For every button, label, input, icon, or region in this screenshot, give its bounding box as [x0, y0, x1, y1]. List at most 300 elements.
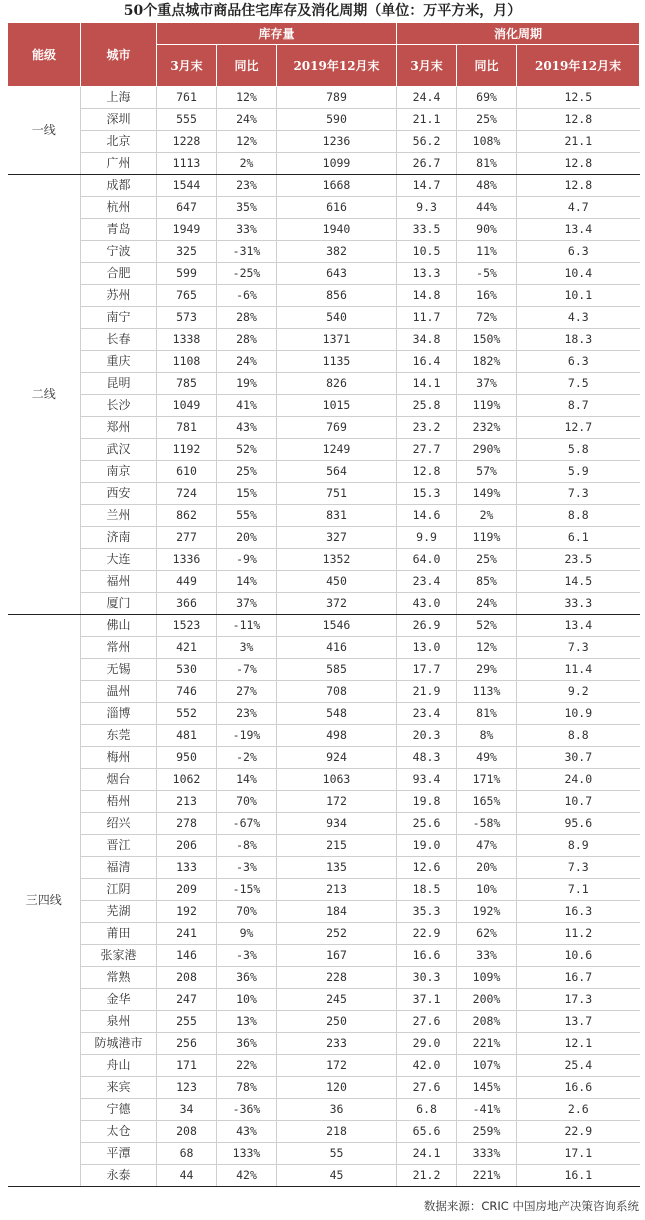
inventory-dec2019-cell: 616 [277, 197, 397, 219]
inventory-yoy-cell: 36% [217, 967, 277, 989]
table-row [8, 197, 640, 219]
inventory-yoy-cell: 25% [217, 461, 277, 483]
digest-dec2019-cell: 33.3 [517, 593, 640, 615]
digest-march-cell: 30.3 [397, 967, 457, 989]
inventory-dec2019-cell: 1099 [277, 153, 397, 175]
inventory-yoy-cell: 41% [217, 395, 277, 417]
inventory-dec2019-cell: 856 [277, 285, 397, 307]
inventory-yoy-cell: 19% [217, 373, 277, 395]
digest-dec2019-cell: 4.7 [517, 197, 640, 219]
digest-yoy-cell: 48% [457, 175, 517, 197]
inventory-march-cell: 421 [157, 637, 217, 659]
digest-yoy-cell: 259% [457, 1121, 517, 1143]
table-row [8, 791, 640, 813]
digest-yoy-cell: 33% [457, 945, 517, 967]
inventory-march-cell: 208 [157, 967, 217, 989]
city-cell: 合肥 [81, 263, 157, 285]
city-cell: 南宁 [81, 307, 157, 329]
inventory-dec2019-cell: 416 [277, 637, 397, 659]
city-cell: 兰州 [81, 505, 157, 527]
digest-yoy-cell: 208% [457, 1011, 517, 1033]
inventory-yoy-cell: 10% [217, 989, 277, 1011]
tier-cell: 一线 [8, 87, 81, 175]
inventory-march-cell: 171 [157, 1055, 217, 1077]
city-cell: 青岛 [81, 219, 157, 241]
inventory-yoy-cell: -6% [217, 285, 277, 307]
inventory-dec2019-cell: 55 [277, 1143, 397, 1165]
digest-yoy-cell: 49% [457, 747, 517, 769]
inventory-dec2019-cell: 1940 [277, 219, 397, 241]
digest-yoy-cell: 20% [457, 857, 517, 879]
digest-yoy-cell: 108% [457, 131, 517, 153]
digest-march-cell: 48.3 [397, 747, 457, 769]
digest-march-cell: 42.0 [397, 1055, 457, 1077]
digest-yoy-cell: -58% [457, 813, 517, 835]
city-cell: 来宾 [81, 1077, 157, 1099]
inventory-yoy-cell: 78% [217, 1077, 277, 1099]
digest-yoy-cell: 25% [457, 109, 517, 131]
digest-march-cell: 33.5 [397, 219, 457, 241]
inventory-march-cell: 647 [157, 197, 217, 219]
digest-dec2019-cell: 25.4 [517, 1055, 640, 1077]
table-row [8, 241, 640, 263]
table-row [8, 637, 640, 659]
inventory-yoy-cell: 12% [217, 131, 277, 153]
digest-dec2019-cell: 7.3 [517, 857, 640, 879]
digest-dec2019-cell: 10.1 [517, 285, 640, 307]
digest-dec2019-cell: 23.5 [517, 549, 640, 571]
city-cell: 宁德 [81, 1099, 157, 1121]
city-cell: 绍兴 [81, 813, 157, 835]
inventory-yoy-cell: -3% [217, 857, 277, 879]
inventory-dec2019-cell: 252 [277, 923, 397, 945]
table-row [8, 439, 640, 461]
inventory-yoy-cell: 9% [217, 923, 277, 945]
digest-dec2019-cell: 12.8 [517, 109, 640, 131]
inventory-dec2019-cell: 382 [277, 241, 397, 263]
digest-dec2019-cell: 7.3 [517, 483, 640, 505]
digest-dec2019-cell: 22.9 [517, 1121, 640, 1143]
inventory-march-cell: 1228 [157, 131, 217, 153]
inventory-dec2019-cell: 167 [277, 945, 397, 967]
inventory-march-cell: 241 [157, 923, 217, 945]
inventory-yoy-cell: 133% [217, 1143, 277, 1165]
digest-yoy-cell: 57% [457, 461, 517, 483]
digest-march-cell: 35.3 [397, 901, 457, 923]
digest-dec2019-cell: 13.4 [517, 615, 640, 637]
inventory-dec2019-cell: 1371 [277, 329, 397, 351]
digest-march-cell: 16.4 [397, 351, 457, 373]
inventory-yoy-cell: 70% [217, 791, 277, 813]
digest-yoy-cell: 119% [457, 527, 517, 549]
digest-march-cell: 25.6 [397, 813, 457, 835]
inventory-dec2019-cell: 172 [277, 1055, 397, 1077]
inventory-dec2019-cell: 245 [277, 989, 397, 1011]
digest-yoy-cell: 24% [457, 593, 517, 615]
digest-yoy-cell: 150% [457, 329, 517, 351]
digest-dec2019-cell: 10.6 [517, 945, 640, 967]
inventory-dec2019-cell: 548 [277, 703, 397, 725]
table-row [8, 901, 640, 923]
digest-march-cell: 23.4 [397, 703, 457, 725]
header-city: 城市 [81, 23, 157, 87]
table-row [8, 461, 640, 483]
inventory-march-cell: 44 [157, 1165, 217, 1187]
inventory-yoy-cell: -67% [217, 813, 277, 835]
inventory-dec2019-cell: 184 [277, 901, 397, 923]
inventory-dec2019-cell: 590 [277, 109, 397, 131]
digest-dec2019-cell: 17.3 [517, 989, 640, 1011]
inventory-table [7, 22, 640, 1187]
digest-yoy-cell: 69% [457, 87, 517, 109]
digest-dec2019-cell: 6.3 [517, 241, 640, 263]
digest-yoy-cell: 182% [457, 351, 517, 373]
table-row [8, 923, 640, 945]
inventory-dec2019-cell: 934 [277, 813, 397, 835]
digest-dec2019-cell: 11.2 [517, 923, 640, 945]
digest-yoy-cell: 25% [457, 549, 517, 571]
digest-dec2019-cell: 11.4 [517, 659, 640, 681]
table-row [8, 87, 640, 109]
inventory-march-cell: 68 [157, 1143, 217, 1165]
table-row [8, 1143, 640, 1165]
inventory-dec2019-cell: 45 [277, 1165, 397, 1187]
digest-dec2019-cell: 7.1 [517, 879, 640, 901]
digest-dec2019-cell: 12.8 [517, 153, 640, 175]
digest-march-cell: 25.8 [397, 395, 457, 417]
digest-march-cell: 10.5 [397, 241, 457, 263]
city-cell: 长沙 [81, 395, 157, 417]
digest-yoy-cell: 145% [457, 1077, 517, 1099]
table-row [8, 813, 640, 835]
digest-yoy-cell: 232% [457, 417, 517, 439]
inventory-march-cell: 213 [157, 791, 217, 813]
digest-dec2019-cell: 18.3 [517, 329, 640, 351]
header-inventory-dec2019: 2019年12月末 [277, 45, 397, 87]
inventory-dec2019-cell: 233 [277, 1033, 397, 1055]
digest-yoy-cell: 165% [457, 791, 517, 813]
table-row [8, 109, 640, 131]
digest-dec2019-cell: 12.8 [517, 175, 640, 197]
digest-yoy-cell: 11% [457, 241, 517, 263]
table-row [8, 769, 640, 791]
inventory-yoy-cell: 27% [217, 681, 277, 703]
city-cell: 北京 [81, 131, 157, 153]
digest-yoy-cell: 37% [457, 373, 517, 395]
inventory-yoy-cell: 24% [217, 351, 277, 373]
tier-cell: 三四线 [8, 615, 81, 1187]
digest-march-cell: 64.0 [397, 549, 457, 571]
inventory-march-cell: 206 [157, 835, 217, 857]
table-row [8, 1121, 640, 1143]
inventory-yoy-cell: -31% [217, 241, 277, 263]
city-cell: 杭州 [81, 197, 157, 219]
inventory-dec2019-cell: 924 [277, 747, 397, 769]
table-row [8, 747, 640, 769]
inventory-dec2019-cell: 1352 [277, 549, 397, 571]
digest-march-cell: 43.0 [397, 593, 457, 615]
table-row [8, 879, 640, 901]
table-row [8, 615, 640, 637]
page-title: 50个重点城市商品住宅库存及消化周期（单位：万平方米，月） [123, 3, 522, 19]
inventory-yoy-cell: 14% [217, 571, 277, 593]
table-row [8, 153, 640, 175]
city-cell: 张家港 [81, 945, 157, 967]
digest-dec2019-cell: 16.1 [517, 1165, 640, 1187]
digest-march-cell: 21.2 [397, 1165, 457, 1187]
inventory-dec2019-cell: 213 [277, 879, 397, 901]
table-row [8, 681, 640, 703]
inventory-march-cell: 449 [157, 571, 217, 593]
digest-yoy-cell: 149% [457, 483, 517, 505]
table-row [8, 263, 640, 285]
table-row [8, 175, 640, 197]
inventory-march-cell: 1049 [157, 395, 217, 417]
city-cell: 无锡 [81, 659, 157, 681]
inventory-dec2019-cell: 1546 [277, 615, 397, 637]
city-cell: 广州 [81, 153, 157, 175]
inventory-yoy-cell: -9% [217, 549, 277, 571]
digest-march-cell: 21.9 [397, 681, 457, 703]
digest-march-cell: 13.3 [397, 263, 457, 285]
digest-yoy-cell: 2% [457, 505, 517, 527]
digest-march-cell: 13.0 [397, 637, 457, 659]
inventory-dec2019-cell: 498 [277, 725, 397, 747]
inventory-march-cell: 746 [157, 681, 217, 703]
inventory-march-cell: 610 [157, 461, 217, 483]
header-inventory-yoy: 同比 [217, 45, 277, 87]
inventory-march-cell: 256 [157, 1033, 217, 1055]
digest-dec2019-cell: 21.1 [517, 131, 640, 153]
city-cell: 大连 [81, 549, 157, 571]
digest-dec2019-cell: 95.6 [517, 813, 640, 835]
city-cell: 佛山 [81, 615, 157, 637]
digest-dec2019-cell: 10.9 [517, 703, 640, 725]
digest-yoy-cell: 81% [457, 703, 517, 725]
inventory-yoy-cell: 13% [217, 1011, 277, 1033]
table-row [8, 373, 640, 395]
table-row [8, 857, 640, 879]
inventory-march-cell: 1338 [157, 329, 217, 351]
table-row [8, 329, 640, 351]
inventory-yoy-cell: 55% [217, 505, 277, 527]
table-body [8, 87, 640, 1187]
city-cell: 温州 [81, 681, 157, 703]
inventory-dec2019-cell: 172 [277, 791, 397, 813]
inventory-dec2019-cell: 1135 [277, 351, 397, 373]
digest-dec2019-cell: 8.8 [517, 505, 640, 527]
table-row [8, 659, 640, 681]
digest-yoy-cell: 52% [457, 615, 517, 637]
inventory-march-cell: 481 [157, 725, 217, 747]
city-cell: 福清 [81, 857, 157, 879]
inventory-march-cell: 1544 [157, 175, 217, 197]
table-row [8, 593, 640, 615]
inventory-dec2019-cell: 769 [277, 417, 397, 439]
inventory-dec2019-cell: 372 [277, 593, 397, 615]
digest-march-cell: 9.9 [397, 527, 457, 549]
table-row [8, 549, 640, 571]
table-row [8, 1011, 640, 1033]
table-row [8, 505, 640, 527]
header-digest-yoy: 同比 [457, 45, 517, 87]
table-row [8, 395, 640, 417]
digest-yoy-cell: 113% [457, 681, 517, 703]
digest-dec2019-cell: 12.5 [517, 87, 640, 109]
inventory-dec2019-cell: 1236 [277, 131, 397, 153]
inventory-march-cell: 208 [157, 1121, 217, 1143]
inventory-march-cell: 325 [157, 241, 217, 263]
digest-march-cell: 14.6 [397, 505, 457, 527]
digest-yoy-cell: 8% [457, 725, 517, 747]
inventory-march-cell: 1108 [157, 351, 217, 373]
table-row [8, 725, 640, 747]
inventory-dec2019-cell: 250 [277, 1011, 397, 1033]
table-row [8, 307, 640, 329]
city-cell: 深圳 [81, 109, 157, 131]
inventory-dec2019-cell: 215 [277, 835, 397, 857]
digest-yoy-cell: 44% [457, 197, 517, 219]
digest-dec2019-cell: 7.3 [517, 637, 640, 659]
inventory-march-cell: 366 [157, 593, 217, 615]
table-row [8, 1077, 640, 1099]
table-row [8, 571, 640, 593]
digest-dec2019-cell: 5.8 [517, 439, 640, 461]
city-cell: 梧州 [81, 791, 157, 813]
digest-march-cell: 23.4 [397, 571, 457, 593]
city-cell: 南京 [81, 461, 157, 483]
inventory-yoy-cell: 2% [217, 153, 277, 175]
city-cell: 武汉 [81, 439, 157, 461]
digest-march-cell: 14.8 [397, 285, 457, 307]
digest-dec2019-cell: 13.7 [517, 1011, 640, 1033]
inventory-dec2019-cell: 708 [277, 681, 397, 703]
digest-dec2019-cell: 8.7 [517, 395, 640, 417]
inventory-yoy-cell: 20% [217, 527, 277, 549]
digest-march-cell: 56.2 [397, 131, 457, 153]
table-row [8, 131, 640, 153]
inventory-march-cell: 278 [157, 813, 217, 835]
digest-dec2019-cell: 13.4 [517, 219, 640, 241]
inventory-yoy-cell: 35% [217, 197, 277, 219]
inventory-yoy-cell: 12% [217, 87, 277, 109]
table-header [8, 23, 640, 87]
digest-yoy-cell: 16% [457, 285, 517, 307]
inventory-march-cell: 1949 [157, 219, 217, 241]
inventory-yoy-cell: 23% [217, 703, 277, 725]
inventory-yoy-cell: 3% [217, 637, 277, 659]
inventory-march-cell: 192 [157, 901, 217, 923]
digest-march-cell: 23.2 [397, 417, 457, 439]
city-cell: 重庆 [81, 351, 157, 373]
inventory-dec2019-cell: 540 [277, 307, 397, 329]
header-digest-march: 3月末 [397, 45, 457, 87]
inventory-yoy-cell: 15% [217, 483, 277, 505]
digest-yoy-cell: 85% [457, 571, 517, 593]
city-cell: 金华 [81, 989, 157, 1011]
digest-dec2019-cell: 2.6 [517, 1099, 640, 1121]
header-tier: 能级 [8, 23, 81, 87]
inventory-march-cell: 209 [157, 879, 217, 901]
digest-yoy-cell: 81% [457, 153, 517, 175]
digest-march-cell: 93.4 [397, 769, 457, 791]
digest-yoy-cell: 119% [457, 395, 517, 417]
inventory-yoy-cell: 43% [217, 1121, 277, 1143]
digest-yoy-cell: -41% [457, 1099, 517, 1121]
digest-march-cell: 27.6 [397, 1011, 457, 1033]
digest-march-cell: 65.6 [397, 1121, 457, 1143]
inventory-dec2019-cell: 826 [277, 373, 397, 395]
inventory-yoy-cell: 22% [217, 1055, 277, 1077]
inventory-dec2019-cell: 1249 [277, 439, 397, 461]
digest-yoy-cell: -5% [457, 263, 517, 285]
city-cell: 烟台 [81, 769, 157, 791]
digest-dec2019-cell: 12.1 [517, 1033, 640, 1055]
city-cell: 厦门 [81, 593, 157, 615]
inventory-dec2019-cell: 1015 [277, 395, 397, 417]
digest-dec2019-cell: 30.7 [517, 747, 640, 769]
inventory-march-cell: 1336 [157, 549, 217, 571]
digest-march-cell: 29.0 [397, 1033, 457, 1055]
inventory-dec2019-cell: 120 [277, 1077, 397, 1099]
table-row [8, 945, 640, 967]
digest-dec2019-cell: 16.7 [517, 967, 640, 989]
table-row [8, 835, 640, 857]
inventory-yoy-cell: 52% [217, 439, 277, 461]
table-row [8, 219, 640, 241]
digest-dec2019-cell: 5.9 [517, 461, 640, 483]
digest-dec2019-cell: 16.6 [517, 1077, 640, 1099]
inventory-march-cell: 555 [157, 109, 217, 131]
inventory-march-cell: 247 [157, 989, 217, 1011]
inventory-march-cell: 133 [157, 857, 217, 879]
inventory-march-cell: 552 [157, 703, 217, 725]
digest-march-cell: 37.1 [397, 989, 457, 1011]
digest-yoy-cell: 47% [457, 835, 517, 857]
city-cell: 常熟 [81, 967, 157, 989]
digest-march-cell: 21.1 [397, 109, 457, 131]
digest-yoy-cell: 200% [457, 989, 517, 1011]
inventory-yoy-cell: -25% [217, 263, 277, 285]
digest-dec2019-cell: 9.2 [517, 681, 640, 703]
city-cell: 泉州 [81, 1011, 157, 1033]
city-cell: 晋江 [81, 835, 157, 857]
digest-yoy-cell: 333% [457, 1143, 517, 1165]
city-cell: 芜湖 [81, 901, 157, 923]
city-cell: 平潭 [81, 1143, 157, 1165]
inventory-march-cell: 765 [157, 285, 217, 307]
inventory-march-cell: 530 [157, 659, 217, 681]
inventory-yoy-cell: 28% [217, 329, 277, 351]
city-cell: 宁波 [81, 241, 157, 263]
digest-dec2019-cell: 14.5 [517, 571, 640, 593]
digest-march-cell: 14.7 [397, 175, 457, 197]
inventory-march-cell: 724 [157, 483, 217, 505]
inventory-yoy-cell: -36% [217, 1099, 277, 1121]
city-cell: 梅州 [81, 747, 157, 769]
digest-march-cell: 19.0 [397, 835, 457, 857]
city-cell: 西安 [81, 483, 157, 505]
inventory-yoy-cell: -3% [217, 945, 277, 967]
inventory-dec2019-cell: 564 [277, 461, 397, 483]
inventory-yoy-cell: 14% [217, 769, 277, 791]
inventory-dec2019-cell: 1063 [277, 769, 397, 791]
inventory-dec2019-cell: 450 [277, 571, 397, 593]
table-row [8, 967, 640, 989]
digest-march-cell: 26.9 [397, 615, 457, 637]
inventory-dec2019-cell: 789 [277, 87, 397, 109]
city-cell: 成都 [81, 175, 157, 197]
